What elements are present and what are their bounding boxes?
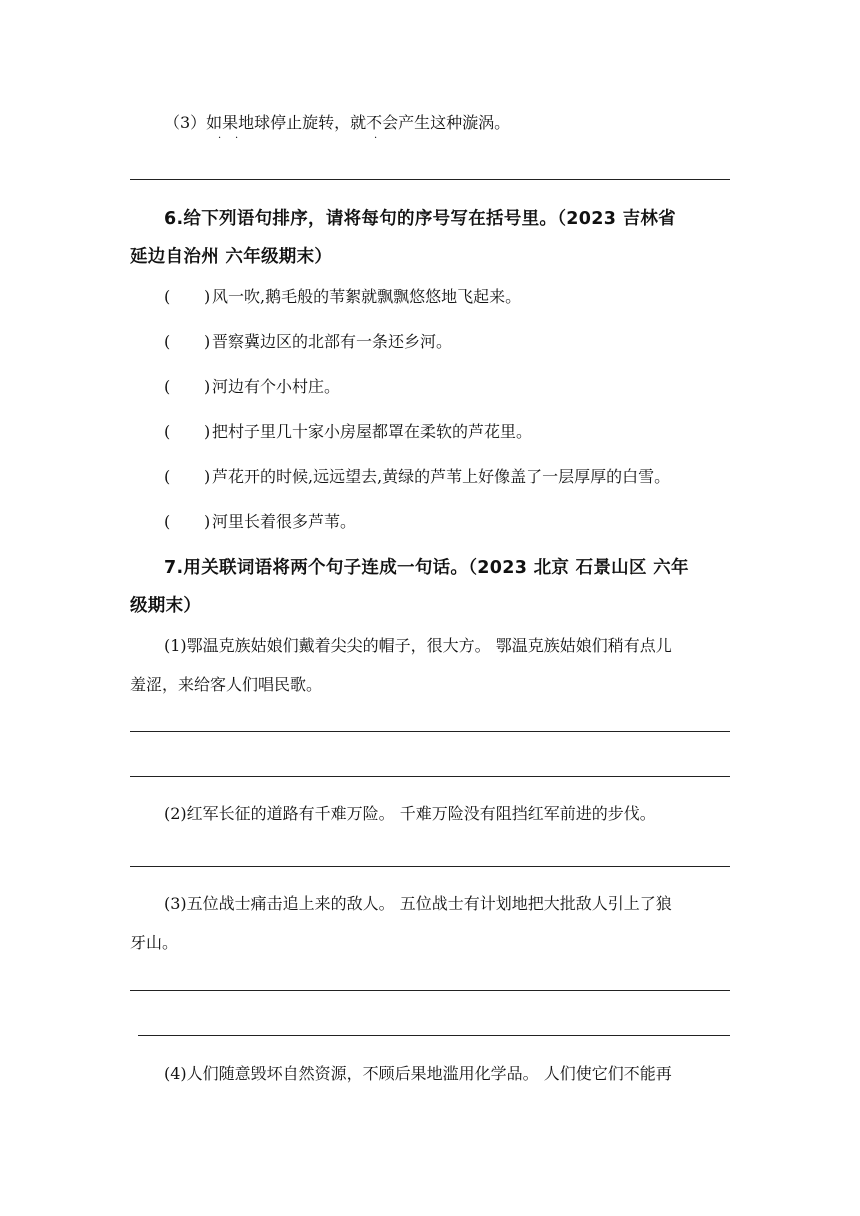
q7-title-cont: 级期末） bbox=[130, 596, 202, 616]
answer-blank[interactable] bbox=[164, 331, 211, 353]
q6-title-cont: 延边自治州 六年级期末） bbox=[130, 247, 333, 267]
open-paren: ( bbox=[164, 332, 171, 351]
open-paren: ( bbox=[164, 467, 171, 486]
answer-line bbox=[130, 179, 730, 180]
q7-title: 7.用关联词语将两个句子连成一句话。（2023 北京 石景山区 六年 bbox=[164, 558, 689, 578]
emphasis-dot: · bbox=[218, 133, 222, 144]
close-paren: ) bbox=[204, 377, 211, 396]
answer-line[interactable] bbox=[130, 866, 730, 867]
answer-blank[interactable] bbox=[164, 421, 211, 443]
close-paren: ) bbox=[204, 332, 211, 351]
answer-line[interactable] bbox=[130, 776, 730, 777]
q6-item: 风一吹,鹅毛般的苇絮就飘飘悠悠地飞起来。 bbox=[212, 287, 522, 306]
q6-item: 河里长着很多芦苇。 bbox=[212, 512, 357, 531]
open-paren: ( bbox=[164, 512, 171, 531]
answer-blank[interactable] bbox=[164, 466, 211, 488]
close-paren: ) bbox=[204, 422, 211, 441]
close-paren: ) bbox=[204, 467, 211, 486]
q7-item-1-cont: 羞涩，来给客人们唱民歌。 bbox=[130, 675, 323, 694]
close-paren: ) bbox=[204, 512, 211, 531]
answer-line[interactable] bbox=[138, 1035, 730, 1036]
q7-item-2: (2)红军长征的道路有千难万险。 千难万险没有阻挡红军前进的步伐。 bbox=[164, 804, 656, 823]
q7-item-3: (3)五位战士痛击追上来的敌人。 五位战士有计划地把大批敌人引上了狼 bbox=[164, 894, 672, 913]
q6-item: 晋察冀边区的北部有一条还乡河。 bbox=[212, 332, 453, 351]
answer-blank[interactable] bbox=[164, 511, 211, 533]
close-paren: ) bbox=[204, 287, 211, 306]
answer-line[interactable] bbox=[130, 990, 730, 991]
q5-item-3: （3）如果地球停止旋转，就不会产生这种漩涡。 bbox=[164, 113, 511, 132]
open-paren: ( bbox=[164, 287, 171, 306]
emphasis-dot: · bbox=[235, 133, 239, 144]
q7-item-4: (4)人们随意毁坏自然资源，不顾后果地滥用化学品。 人们使它们不能再 bbox=[164, 1064, 672, 1083]
q6-item: 芦花开的时候,远远望去,黄绿的芦苇上好像盖了一层厚厚的白雪。 bbox=[212, 467, 671, 486]
answer-line[interactable] bbox=[130, 731, 730, 732]
open-paren: ( bbox=[164, 377, 171, 396]
emphasis-dot: · bbox=[374, 133, 378, 144]
q6-item: 河边有个小村庄。 bbox=[212, 377, 341, 396]
answer-blank[interactable] bbox=[164, 286, 211, 308]
q7-item-1: (1)鄂温克族姑娘们戴着尖尖的帽子，很大方。 鄂温克族姑娘们稍有点儿 bbox=[164, 636, 672, 655]
q7-item-3-cont: 牙山。 bbox=[130, 933, 179, 952]
q6-title: 6.给下列语句排序，请将每句的序号写在括号里。（2023 吉林省 bbox=[164, 209, 676, 229]
answer-blank[interactable] bbox=[164, 376, 211, 398]
q6-item: 把村子里几十家小房屋都罩在柔软的芦花里。 bbox=[212, 422, 533, 441]
open-paren: ( bbox=[164, 422, 171, 441]
